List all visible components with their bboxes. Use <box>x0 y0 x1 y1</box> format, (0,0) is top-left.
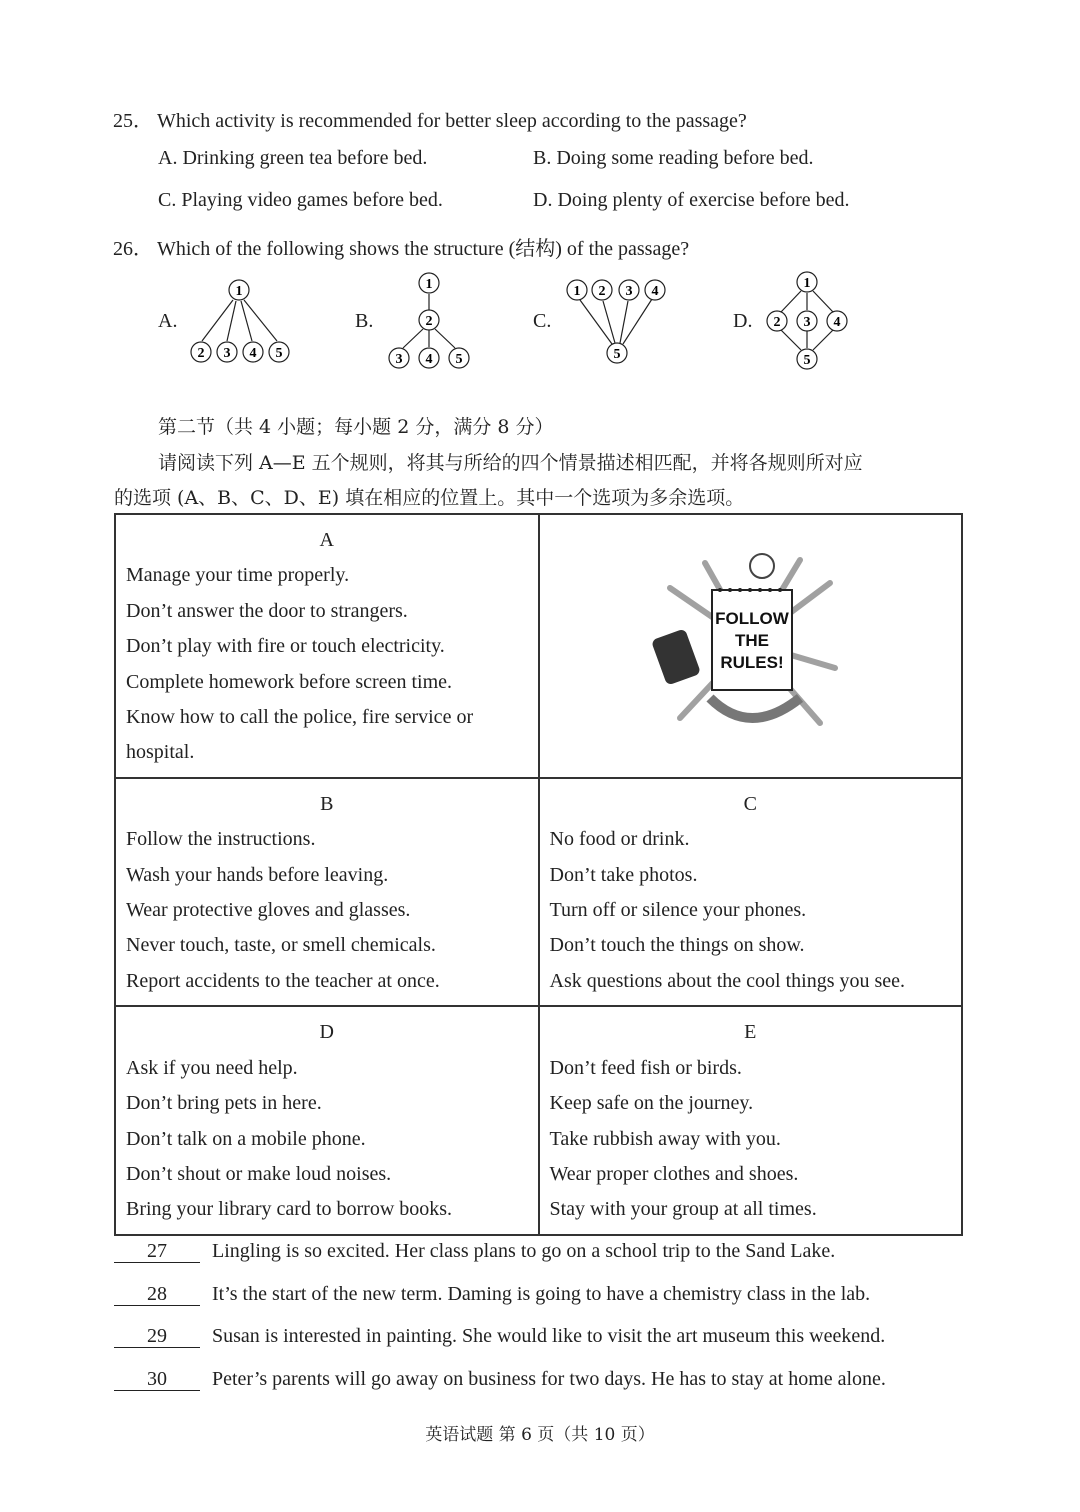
svg-text:2: 2 <box>425 314 433 329</box>
svg-text:4: 4 <box>833 315 841 330</box>
poster-line3: RULES! <box>720 653 784 672</box>
svg-text:5: 5 <box>803 353 811 368</box>
rule-item: Ask if you need help. <box>126 1056 298 1079</box>
svg-text:3: 3 <box>223 346 231 361</box>
poster-cell <box>539 514 963 778</box>
answer-blank-30[interactable]: 30 <box>114 1368 200 1391</box>
question-26 <box>113 232 689 261</box>
q26-option-d-label: D. <box>733 310 753 332</box>
rule-e-letter: E <box>744 1021 757 1044</box>
rule-item: Keep safe on the journey. <box>549 1092 754 1115</box>
structure-diagram-b <box>385 268 480 382</box>
rule-item: Ask questions about the cool things you see. <box>549 969 906 992</box>
scenario-27 <box>114 1240 835 1263</box>
svg-text:2: 2 <box>773 315 781 330</box>
question-25-text: Which activity is recommended for better sleep according to the passage? <box>157 110 747 132</box>
q26-option-b-label: B. <box>355 310 374 332</box>
structure-diagram-a <box>185 275 295 376</box>
rule-item: Don’t feed fish or birds. <box>549 1056 742 1079</box>
rule-item: hospital. <box>126 741 195 764</box>
svg-text:1: 1 <box>803 276 811 291</box>
rule-item: Take rubbish away with you. <box>549 1127 781 1150</box>
rule-c-letter: C <box>743 792 757 815</box>
rule-a-cell <box>115 514 539 778</box>
svg-text:3: 3 <box>395 352 403 367</box>
rule-item: Follow the instructions. <box>126 828 316 851</box>
rule-item: Never touch, taste, or smell chemicals. <box>126 934 436 957</box>
question-26-text: Which of the following shows the structure (结构) of the passage? <box>157 238 690 260</box>
rule-e-cell <box>539 1006 963 1234</box>
rule-c-cell <box>539 778 963 1006</box>
rule-item: Turn off or silence your phones. <box>549 899 807 922</box>
scenario-28 <box>114 1283 870 1306</box>
poster-line1: FOLLOW <box>715 609 790 628</box>
rule-item: Wear proper clothes and shoes. <box>549 1162 799 1185</box>
question-25 <box>113 104 747 133</box>
svg-text:3: 3 <box>625 284 633 299</box>
svg-text:1: 1 <box>573 284 581 299</box>
rule-item: Don’t answer the door to strangers. <box>126 599 408 622</box>
question-26-number: 26． <box>113 238 153 260</box>
svg-text:4: 4 <box>651 284 659 299</box>
rule-item: Bring your library card to borrow books. <box>126 1198 453 1221</box>
scenario-text: Lingling is so excited. Her class plans to go on a school trip to the Sand Lake. <box>212 1240 836 1262</box>
q25-option-d: D. Doing plenty of exercise before bed. <box>533 189 850 211</box>
structure-diagram-c <box>563 276 673 374</box>
section-2-heading: 第二节（共 4 小题；每小题 2 分，满分 8 分） <box>158 416 554 438</box>
rule-d-letter: D <box>319 1021 334 1044</box>
svg-text:5: 5 <box>275 346 283 361</box>
rule-item: Wear protective gloves and glasses. <box>126 899 411 922</box>
rule-b-letter: B <box>320 792 334 815</box>
rule-item: Report accidents to the teacher at once. <box>126 969 440 992</box>
svg-text:5: 5 <box>455 352 463 367</box>
rule-item: Complete homework before screen time. <box>126 670 452 693</box>
rule-item: Don’t touch the things on show. <box>549 934 805 957</box>
answer-blank-28[interactable]: 28 <box>114 1283 200 1306</box>
follow-the-rules-image <box>550 523 952 763</box>
rule-item: Know how to call the police, fire service or <box>126 706 474 729</box>
svg-text:4: 4 <box>249 346 257 361</box>
svg-text:5: 5 <box>613 347 621 362</box>
scenario-text: Peter’s parents will go away on business for two days. He has to stay at home alone. <box>212 1368 886 1390</box>
svg-text:3: 3 <box>803 315 811 330</box>
svg-text:2: 2 <box>598 284 606 299</box>
q26-option-c-label: C. <box>533 310 552 332</box>
rule-b-cell <box>115 778 539 1006</box>
rule-item: Don’t talk on a mobile phone. <box>126 1127 366 1150</box>
scenario-30 <box>114 1368 886 1391</box>
section-2-instruction-line2: 的选项 (A、B、C、D、E) 填在相应的位置上。其中一个选项为多余选项。 <box>114 487 745 509</box>
scenario-text: It’s the start of the new term. Daming is going to have a chemistry class in the lab. <box>212 1283 871 1305</box>
rule-item: Stay with your group at all times. <box>549 1198 817 1221</box>
rule-item: Manage your time properly. <box>126 564 350 587</box>
rule-a-letter: A <box>319 529 334 551</box>
answer-blank-29[interactable]: 29 <box>114 1325 200 1348</box>
q25-option-a: A. Drinking green tea before bed. <box>158 147 428 169</box>
q26-option-a-label: A. <box>158 310 178 332</box>
rule-item: Don’t bring pets in here. <box>126 1092 322 1115</box>
rule-item: Don’t play with fire or touch electricity. <box>126 635 445 658</box>
scenario-29 <box>114 1325 885 1348</box>
svg-text:4: 4 <box>425 352 433 367</box>
rule-item: Wash your hands before leaving. <box>126 863 389 886</box>
scenario-text: Susan is interested in painting. She would like to visit the art museum this weekend. <box>212 1325 886 1347</box>
rules-table <box>114 513 963 1236</box>
rule-item: No food or drink. <box>549 828 690 851</box>
structure-diagram-d <box>763 268 858 382</box>
poster-line2: THE <box>735 631 770 650</box>
page-footer: 英语试题 第 6 页（共 10 页） <box>425 1425 655 1445</box>
q25-option-c: C. Playing video games before bed. <box>158 189 443 211</box>
question-25-number: 25． <box>113 110 153 132</box>
section-2-instruction-line1: 请阅读下列 A—E 五个规则，将其与所给的四个情景描述相匹配，并将各规则所对应 <box>158 452 863 474</box>
svg-text:1: 1 <box>425 277 433 292</box>
answer-blank-27[interactable]: 27 <box>114 1240 200 1263</box>
node-label: 1 <box>235 284 243 299</box>
svg-text:2: 2 <box>197 346 205 361</box>
rule-d-cell <box>115 1006 539 1234</box>
rule-item: Don’t take photos. <box>549 863 698 886</box>
rule-item: Don’t shout or make loud noises. <box>126 1162 392 1185</box>
q25-option-b: B. Doing some reading before bed. <box>533 147 814 169</box>
